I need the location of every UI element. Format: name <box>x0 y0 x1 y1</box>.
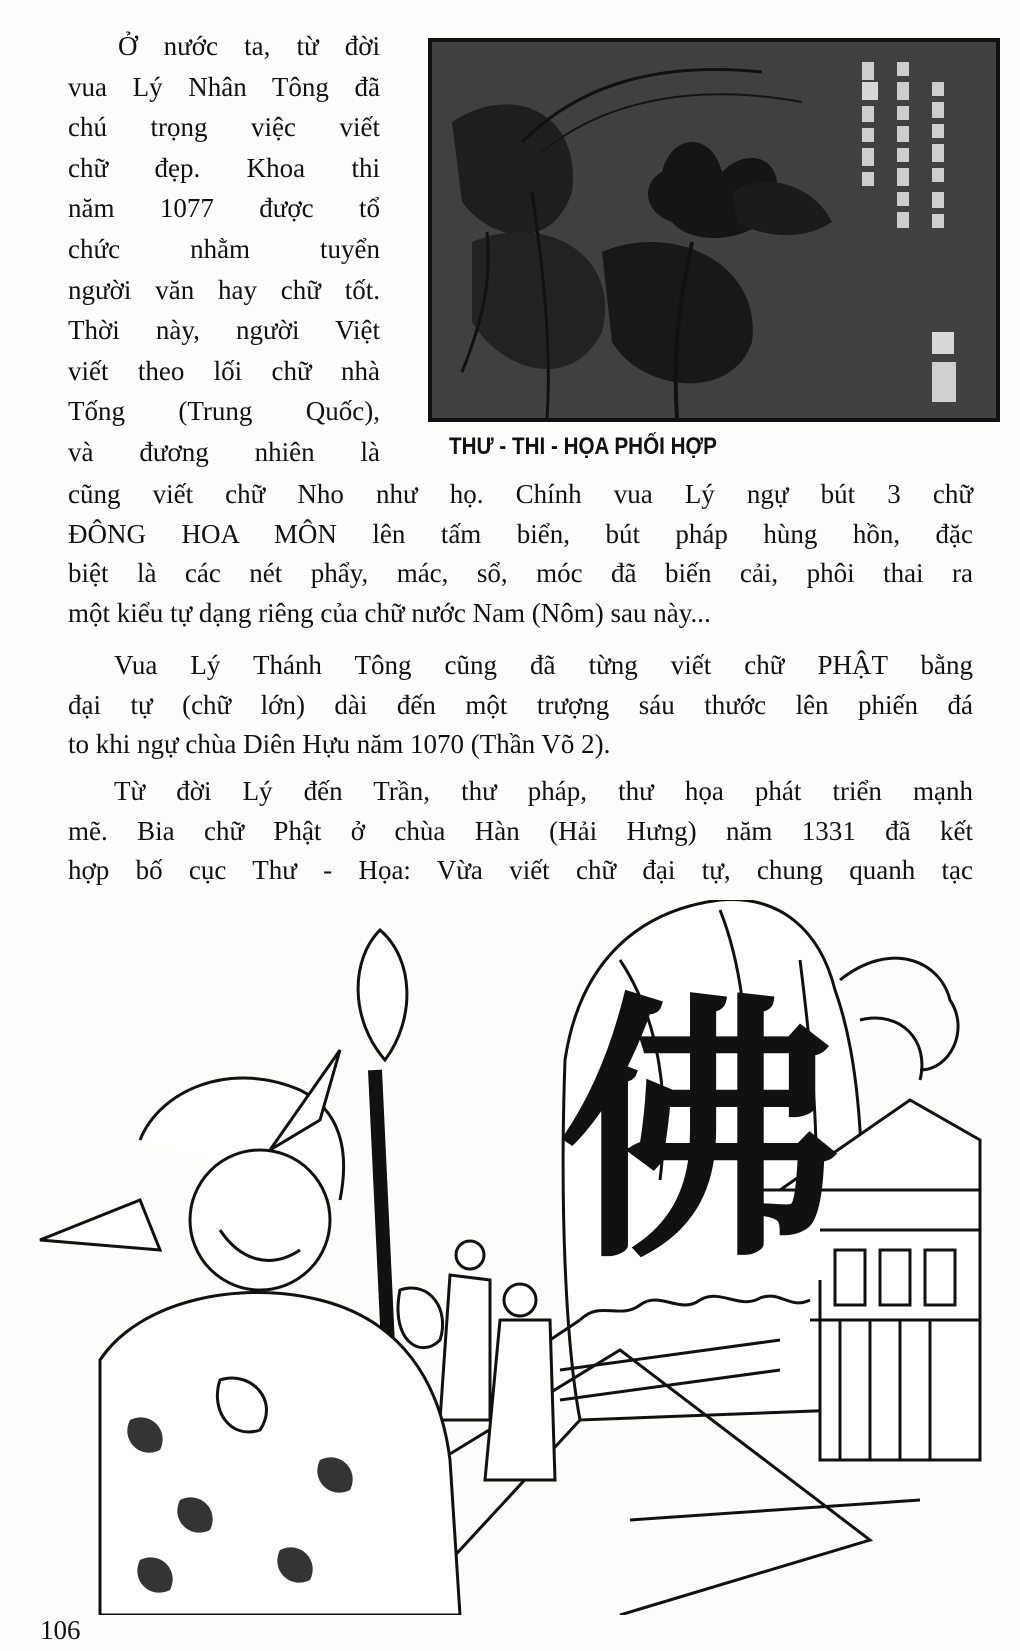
paragraph-line: một kiểu tự dạng riêng của chữ nước Nam (Nôm) sau này... <box>68 597 711 628</box>
lotus-painting <box>432 42 996 418</box>
illustration-drawing <box>20 900 1005 1615</box>
paragraph-line: Vua Lý Thánh Tông cũng đã từng viết chữ PHẬT bằng <box>114 650 973 680</box>
paragraph-line: cũng viết chữ Nho như họ. Chính vua Lý ngự bút 3 chữ <box>68 479 973 509</box>
paragraph-3 <box>68 772 973 891</box>
intro-line: chú trọng việc viết <box>68 112 380 143</box>
intro-line: Thời này, người Việt <box>68 315 380 346</box>
intro-line: vua Lý Nhân Tông đã <box>68 71 380 102</box>
intro-line: năm 1077 được tổ <box>68 193 380 224</box>
intro-line: Tống (Trung Quốc), <box>68 396 380 427</box>
paragraph-line: ĐÔNG HOA MÔN lên tấm biển, bút pháp hùng hồn, đặc <box>68 518 973 549</box>
buddha-character: 佛 <box>560 971 840 1297</box>
paragraph-line: Từ đời Lý đến Trần, thư pháp, thư họa phát triển mạnh <box>114 776 973 806</box>
intro-line: viết theo lối chữ nhà <box>68 355 380 386</box>
paragraph-line: to khi ngự chùa Diên Hựu năm 1070 (Thần Võ 2). <box>68 729 611 759</box>
page-number: 106 <box>40 1615 81 1645</box>
intro-column <box>68 26 380 473</box>
intro-line: chức nhằm tuyển <box>68 233 380 264</box>
calligraphy-illustration <box>20 900 1005 1615</box>
intro-line: Ở nước ta, từ đời <box>118 31 380 61</box>
paragraph-1 <box>68 475 973 633</box>
paragraph-line: đại tự (chữ lớn) dài đến một trượng sáu thước lên phiến đá <box>68 689 973 720</box>
intro-line: và đương nhiên là <box>68 436 380 467</box>
paragraph-line: biệt là các nét phẩy, mác, sổ, móc đã biến cải, phôi thai ra <box>68 558 973 588</box>
paragraph-2 <box>68 646 973 765</box>
intro-line: người văn hay chữ tốt. <box>68 274 380 305</box>
lotus-painting-figure <box>428 38 1000 422</box>
paragraph-line: hợp bố cục Thư - Họa: Vừa viết chữ đại tự, chung quanh tạc <box>68 855 973 885</box>
paragraph-line: mẽ. Bia chữ Phật ở chùa Hàn (Hải Hưng) năm 1331 đã kết <box>68 815 973 846</box>
intro-line: chữ đẹp. Khoa thi <box>68 152 380 183</box>
figure-caption: THƯ - THI - HỌA PHỐI HỢP <box>449 433 717 460</box>
